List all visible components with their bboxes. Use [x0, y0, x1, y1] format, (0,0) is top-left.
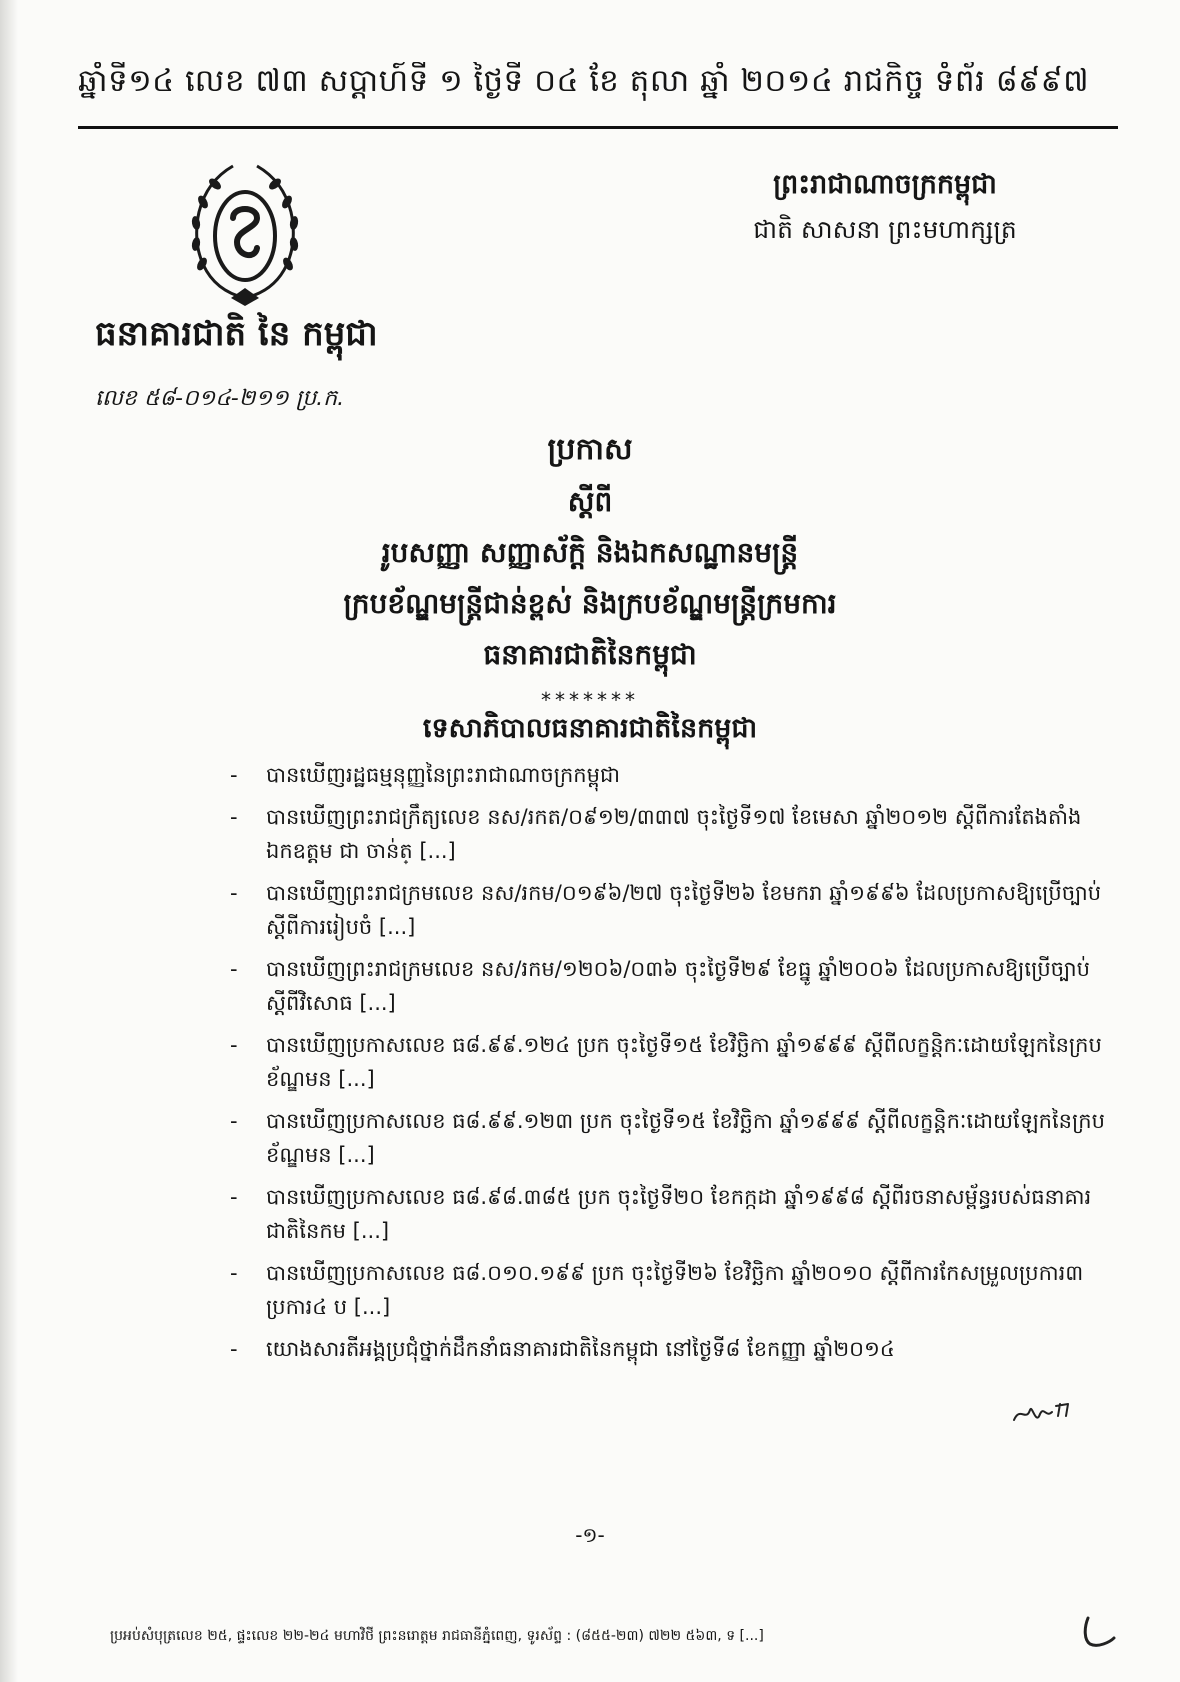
handwritten-mark-icon: [1080, 1614, 1120, 1648]
list-item: [230, 876, 1110, 944]
national-motto: ជាតិ សាសនា ព្រះមហាក្សត្រ: [753, 215, 1017, 244]
list-item: [230, 1028, 1110, 1096]
dash-bullet: -: [230, 957, 238, 981]
document-title-line: រូបសញ្ញា សញ្ញាស័ក្តិ និងឯកសណ្ឋានមន្ត្រី: [381, 536, 799, 569]
scan-shadow: [0, 0, 18, 1682]
page-number: -១-: [575, 1523, 605, 1547]
list-item: [230, 952, 1110, 1020]
dash-bullet: -: [230, 1033, 238, 1057]
document-title-block: [200, 430, 980, 712]
issuer-name: ធនាគារជាតិ នៃ កម្ពុជា: [95, 314, 378, 354]
list-item: [230, 1332, 1110, 1366]
dash-bullet: -: [230, 1337, 238, 1361]
header-rule: [78, 126, 1118, 129]
recital-text: បានឃើញប្រកាសលេខ ធ៨.៩៩.១២៣ ប្រក ចុះថ្ងៃទី១៥ ខែវិច្ឆិកា ឆ្នាំ១៩៩៩ ស្តីពីលក្ខន្តិកៈដោយឡែកនៃក្របខ័ណ្ឌមន [...]: [266, 1109, 1105, 1167]
list-item: [230, 1180, 1110, 1248]
dash-bullet: -: [230, 1261, 238, 1285]
initials-signature-icon: [1010, 1392, 1080, 1432]
document-about: ស្តីពី: [567, 485, 613, 518]
nbc-seal-icon: [185, 160, 305, 310]
dash-bullet: -: [230, 805, 238, 829]
document-title-line: ធនាគារជាតិនៃកម្ពុជា: [483, 638, 697, 671]
gazette-header: ឆ្នាំទី១៤ លេខ ៧៣ សប្តាហ៍ទី ១ ថ្ងៃទី ០៤ ខែ តុលា ឆ្នាំ ២០១៤ រាជកិច្ច ទំព័រ ៨៩៩៧: [78, 63, 1090, 99]
dash-bullet: -: [230, 1109, 238, 1133]
recital-text: បានឃើញព្រះរាជក្រមលេខ នស/រកម/០១៩៦/២៧ ចុះថ្ងៃទី២៦ ខែមករា ឆ្នាំ១៩៩៦ ដែលប្រកាសឱ្យប្រើច្បាប់ស្តីពីការរៀបចំ [...]: [266, 881, 1102, 939]
recital-text: បានឃើញរដ្ឋធម្មនុញ្ញនៃព្រះរាជាណាចក្រកម្ពុជា: [266, 763, 620, 787]
list-item: [230, 1104, 1110, 1172]
document-kind: ប្រកាស: [547, 432, 633, 467]
recital-text: យោងសារតីអង្គប្រជុំថ្នាក់ដឹកនាំធនាគារជាតិនៃកម្ពុជា នៅថ្ងៃទី៨ ខែកញ្ញា ឆ្នាំ២០១៤: [266, 1337, 895, 1361]
recital-text: បានឃើញប្រកាសលេខ ធ៨.៩៩.១២៤ ប្រក ចុះថ្ងៃទី១៥ ខែវិច្ឆិកា ឆ្នាំ១៩៩៩ ស្តីពីលក្ខន្តិកៈដោយឡែកនៃក្របខ័ណ្ឌមន [...]: [266, 1033, 1102, 1091]
kingdom-name: ព្រះរាជាណាចក្រកម្ពុជា: [773, 169, 997, 200]
recital-text: បានឃើញព្រះរាជក្រមលេខ នស/រកម/១២០៦/០៣៦ ចុះថ្ងៃទី២៩ ខែធ្នូ ឆ្នាំ២០០៦ ដែលប្រកាសឱ្យប្រើច្បាប់ស្តីពីវិសោធ [...]: [266, 957, 1090, 1015]
recital-text: បានឃើញប្រកាសលេខ ធ៨.៩៨.៣៨៥ ប្រក ចុះថ្ងៃទី២០ ខែកក្កដា ឆ្នាំ១៩៩៨ ស្តីពីរចនាសម្ព័ន្ធរបស់ធនាគារជាតិនៃកម [...]: [266, 1185, 1092, 1243]
reference-number: លេខ ៥៨-០១៤-២១១ ប្រ.ក.: [95, 386, 345, 411]
dash-bullet: -: [230, 881, 238, 905]
list-item: [230, 800, 1110, 868]
list-item: [230, 1256, 1110, 1324]
issuing-authority: ទេសាភិបាលធនាគារជាតិនៃកម្ពុជា: [422, 713, 758, 744]
recital-text: បានឃើញព្រះរាជក្រឹត្យលេខ នស/រកត/០៩១២/៣៣៧ ចុះថ្ងៃទី១៧ ខែមេសា ឆ្នាំ២០១២ ស្តីពីការតែងតាំង ឯកឧត្តម ជា ចាន់ត្ [...]: [266, 805, 1082, 863]
kingdom-motto: [720, 168, 1050, 251]
document-title-line: ក្របខ័ណ្ឌមន្ត្រីជាន់ខ្ពស់ និងក្របខ័ណ្ឌមន្ត្រីក្រមការ: [343, 587, 837, 620]
dash-bullet: -: [230, 1185, 238, 1209]
list-item: [230, 758, 1110, 792]
recital-text: បានឃើញប្រកាសលេខ ធ៨.០១០.១៩៩ ប្រក ចុះថ្ងៃទី២៦ ខែវិច្ឆិកា ឆ្នាំ២០១០ ស្តីពីការកែសម្រួលប្រការ៣ ប្រការ៤ ប [...]: [266, 1261, 1084, 1319]
title-separator: *******: [541, 688, 639, 712]
recitals-list: [230, 758, 1110, 1374]
dash-bullet: -: [230, 763, 238, 787]
footer-address: ប្រអប់សំបុត្រលេខ ២៥, ផ្ទះលេខ ២២-២៤ មហាវិថី ព្រះនរោត្តម រាជធានីភ្នំពេញ, ទូរស័ព្ទ : (៨៥៥-២៣) ៧២២ ៥៦៣, ទ [...]: [110, 1628, 764, 1644]
